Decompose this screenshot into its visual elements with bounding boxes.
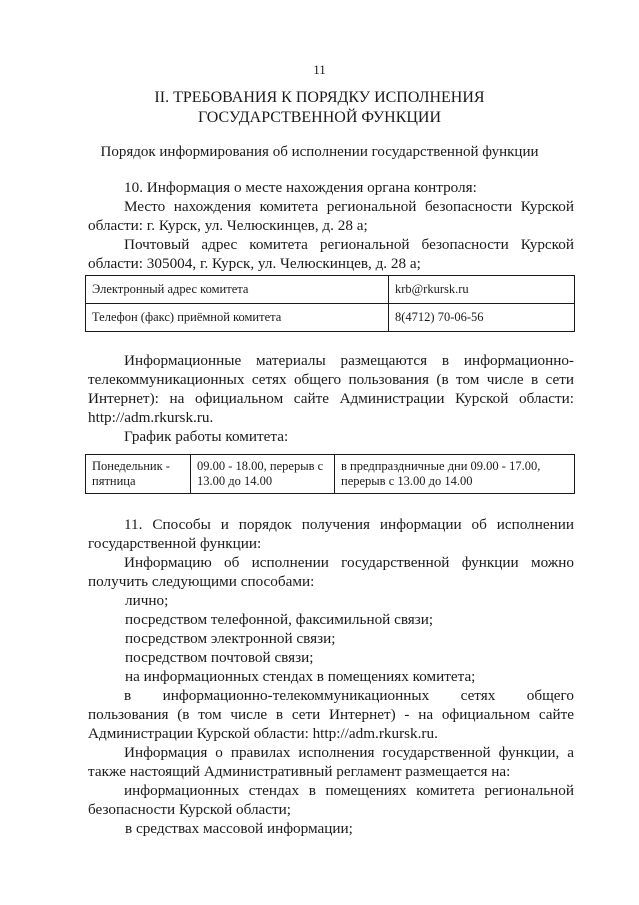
table-cell-label: Электронный адрес комитета (86, 276, 389, 304)
paragraph-schedule-heading: График работы комитета: (124, 428, 289, 445)
phone-value: 8(4712) 70-06-56 (389, 304, 575, 332)
list-item: посредством электронной связи; (125, 630, 336, 647)
schedule-table (85, 454, 575, 494)
section-title (0, 88, 639, 128)
section-title-line-1: II. ТРЕБОВАНИЯ К ПОРЯДКУ ИСПОЛНЕНИЯ (154, 89, 485, 106)
list-item: на информационных стендах в помещениях комитета; (125, 668, 476, 685)
paragraph-location: Место нахождения комитета региональной безопасности Курской области: г. Курск, ул. Челюскинцев, д. 28 а; (88, 198, 574, 234)
contacts-table (85, 275, 575, 332)
email-value: krb@rkursk.ru (389, 276, 575, 304)
list-item: лично; (125, 592, 169, 609)
paragraph-stands: информационных стендах в помещениях комитета региональной безопасности Курской области; (88, 782, 574, 818)
table-row (86, 304, 575, 332)
page-number: 11 (313, 62, 326, 77)
list-item: посредством телефонной, факсимильной связи; (125, 611, 434, 628)
subsection-title: Порядок информирования об исполнении государственной функции (100, 144, 539, 160)
paragraph-materials: Информационные материалы размещаются в информационно-телекоммуникационных сетях общего пользования (в том числе в сети Интернет): на официальном сайте Администрации Курской области: http://adm.rkursk.ru. (88, 352, 574, 426)
paragraph-postal-address: Почтовый адрес комитета региональной безопасности Курской области: 305004, г. Курск, ул. Челюскинцев, д. 28 а; (88, 236, 574, 272)
location-info-block (88, 178, 574, 273)
schedule-days: Понедельник - пятница (86, 455, 191, 494)
paragraph-11-heading: 11. Способы и порядок получения информации об исполнении государственной функции: (88, 516, 574, 552)
schedule-preholiday-hours: в предпраздничные дни 09.00 - 17.00, перерыв с 13.00 до 14.00 (335, 455, 575, 494)
table-row (86, 276, 575, 304)
table-cell-label: Телефон (факс) приёмной комитета (86, 304, 389, 332)
table-row (86, 455, 575, 494)
paragraph-methods-intro: Информацию об исполнении государственной функции можно получить следующими способами: (88, 554, 574, 590)
materials-info-block (88, 351, 574, 446)
section-title-line-2: ГОСУДАРСТВЕННОЙ ФУНКЦИИ (197, 109, 442, 126)
paragraph-rules-info: Информация о правилах исполнения государственной функции, а также настоящий Административный регламент размещается на: (88, 744, 574, 780)
schedule-hours: 09.00 - 18.00, перерыв с 13.00 до 14.00 (191, 455, 335, 494)
paragraph-10-heading: 10. Информация о месте нахождения органа контроля: (124, 179, 477, 196)
list-item: в средствах массовой информации; (125, 820, 353, 837)
paragraph-internet: в информационно-телекоммуникационных сетях общего пользования (в том числе в сети Интернет) - на официальном сайте Администрации Курской области: http://adm.rkursk.ru. (88, 687, 574, 742)
methods-info-block (88, 515, 574, 838)
list-item: посредством почтовой связи; (125, 649, 314, 666)
